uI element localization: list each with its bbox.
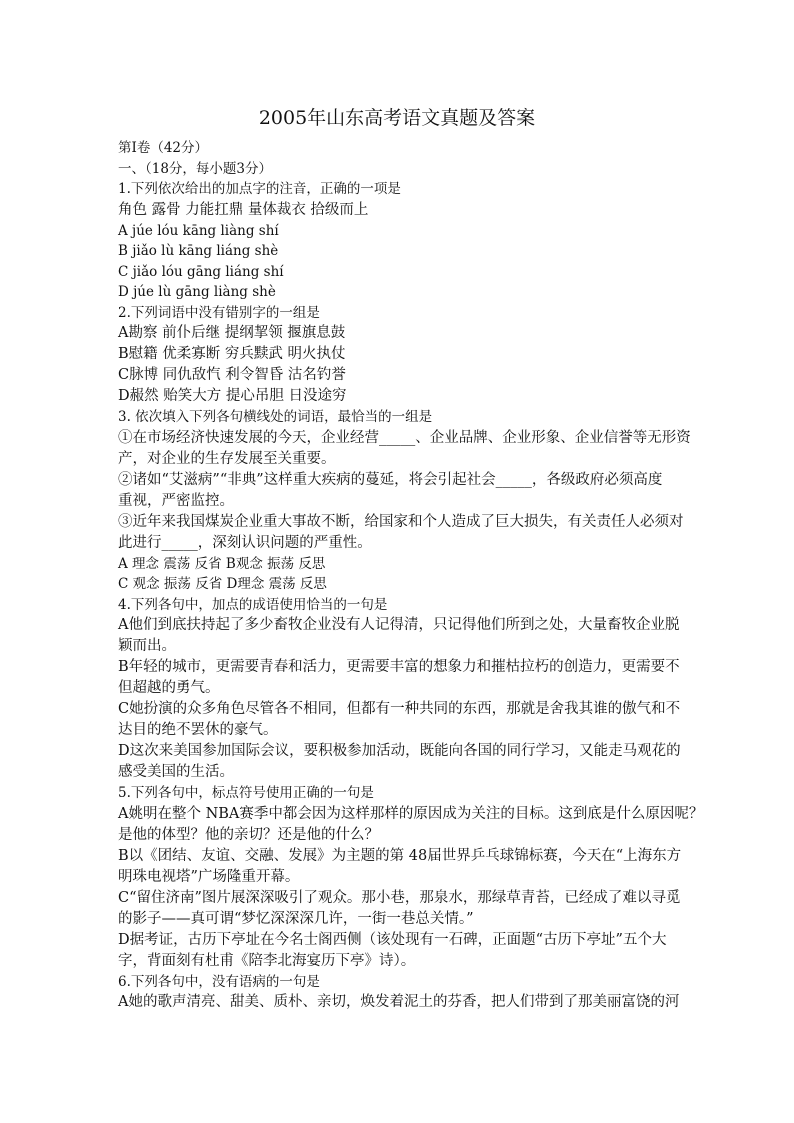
text-line: C“留住济南”图片展深深吸引了观众。那小巷，那泉水，那绿草青苔，已经成了难以寻觅 <box>118 889 681 906</box>
text-line: 产，对企业的生存发展至关重要。 <box>118 450 336 467</box>
document-body <box>118 138 704 1013</box>
text-line: B年轻的城市，更需要青春和活力，更需要丰富的想象力和摧枯拉朽的创造力，更需要不 <box>118 659 680 675</box>
question-3-sentence-1 <box>118 428 691 470</box>
text-line: D据考证，古历下亭址在今名士阁西侧（该处现有一石碑，正面题“古历下亭址”五个大 <box>118 931 667 948</box>
question-5-option-d <box>118 930 678 972</box>
text-line: ③近年来我国煤炭企业重大事故不断，给国家和个人造成了巨大损失，有关责任人必须对 <box>118 513 684 530</box>
text-line: D这次来美国参加国际会议，要积极参加活动，既能向各国的同行学习，又能走马观花的 <box>118 743 681 759</box>
question-6-stem: 6.下列各句中，没有语病的一句是 <box>118 973 320 990</box>
question-1-stem: 1.下列依次给出的加点字的注音，正确的一项是 <box>118 181 401 197</box>
question-1-words: 角色 露骨 力能扛鼎 量体裁衣 拾级而上 <box>118 201 369 218</box>
question-4-option-b <box>118 657 678 699</box>
question-1-option-a: A júe lóu kāng liàng shí <box>118 222 279 239</box>
question-5-option-a <box>118 804 704 846</box>
text-line: 是他的体型？他的亲切？还是他的什么？ <box>118 826 379 843</box>
question-2-stem: 2.下列词语中没有错别字的一组是 <box>118 304 320 321</box>
text-line: 感受美国的生活。 <box>118 764 234 780</box>
question-5-option-c <box>118 888 681 930</box>
question-2-option-d: D赧然 贻笑大方 提心吊胆 日没途穷 <box>118 388 347 404</box>
text-line: 但超越的勇气。 <box>118 680 220 696</box>
question-3-sentence-3 <box>118 512 684 554</box>
text-line: B以《团结、友谊、交融、发展》为主题的第 48届世界乒乓球锦标赛，今天在“上海东方 <box>118 847 682 864</box>
text-line: A姚明在整个 NBA赛季中都会因为这样那样的原因成为关注的目标。这到底是什么原因呢？ <box>118 805 704 822</box>
text-line: 重视，严密监控。 <box>118 492 234 509</box>
text-line: ②诸如“艾滋病”“非典”这样重大疾病的蔓延，将会引起社会_____，各级政府必须高度 <box>118 471 663 488</box>
document-title: 2005年山东高考语文真题及答案 <box>258 107 536 129</box>
question-5-option-b <box>118 846 682 888</box>
question-4-option-c <box>118 699 681 741</box>
question-4-option-a <box>118 615 678 657</box>
question-2-option-b: B慰籍 优柔寡断 穷兵黩武 明火执仗 <box>118 346 346 362</box>
text-line: ①在市场经济快速发展的今天，企业经营_____、企业品牌、企业形象、企业信誉等无形资 <box>118 429 691 446</box>
question-2-option-a: A勘察 前仆后继 提纲挈领 揠旗息鼓 <box>118 325 346 341</box>
question-3-options-ab: A 理念 震荡 反省 B观念 振荡 反思 <box>118 555 326 572</box>
text-line: 颖而出。 <box>118 638 176 654</box>
text-line: 的影子——真可谓“梦忆深深深几许，一街一巷总关情。” <box>118 910 474 927</box>
text-line: A他们到底扶持起了多少畜牧企业没有人记得清，只记得他们所到之处，大量畜牧企业脱 <box>118 617 680 633</box>
question-3-stem: 3. 依次填入下列各句横线处的词语，最恰当的一组是 <box>118 409 433 425</box>
question-4-option-d <box>118 741 681 783</box>
question-1-option-b: B jiǎo lù kāng liáng shè <box>118 243 279 259</box>
question-4-stem: 4.下列各句中，加点的成语使用恰当的一句是 <box>118 596 388 613</box>
text-line: 达目的绝不罢休的豪气。 <box>118 722 278 738</box>
question-1-option-c: C jiǎo lóu gāng liáng shí <box>118 263 284 280</box>
text-line: 明珠电视塔”广场隆重开幕。 <box>118 868 300 885</box>
question-2-option-c: C脉博 同仇敌忾 利令智昏 沽名钓誉 <box>118 367 346 383</box>
question-1-option-d: D júe lù gāng liàng shè <box>118 284 276 300</box>
text-line: 字，背面刻有杜甫《陪李北海宴历下亭》诗）。 <box>118 952 416 969</box>
section-heading: 第Ⅰ卷（42分） <box>118 140 209 156</box>
part-heading: 一、（18分，每小题3分） <box>118 160 273 177</box>
question-3-options-cd: C 观念 振荡 反省 D理念 震荡 反思 <box>118 576 327 592</box>
question-3-sentence-2 <box>118 470 678 512</box>
text-line: A她的歌声清亮、甜美、质朴、亲切，焕发着泥土的芬香，把人们带到了那美丽富饶的河 <box>118 994 680 1010</box>
text-line: C她扮演的众多角色尽管各不相同，但都有一种共同的东西，那就是舍我其谁的傲气和不 <box>118 701 681 717</box>
question-6-option-a <box>118 992 678 1013</box>
question-5-stem: 5.下列各句中，标点符号使用正确的一句是 <box>118 785 374 801</box>
text-line: 此进行_____，深刻认识问题的严重性。 <box>118 534 372 551</box>
